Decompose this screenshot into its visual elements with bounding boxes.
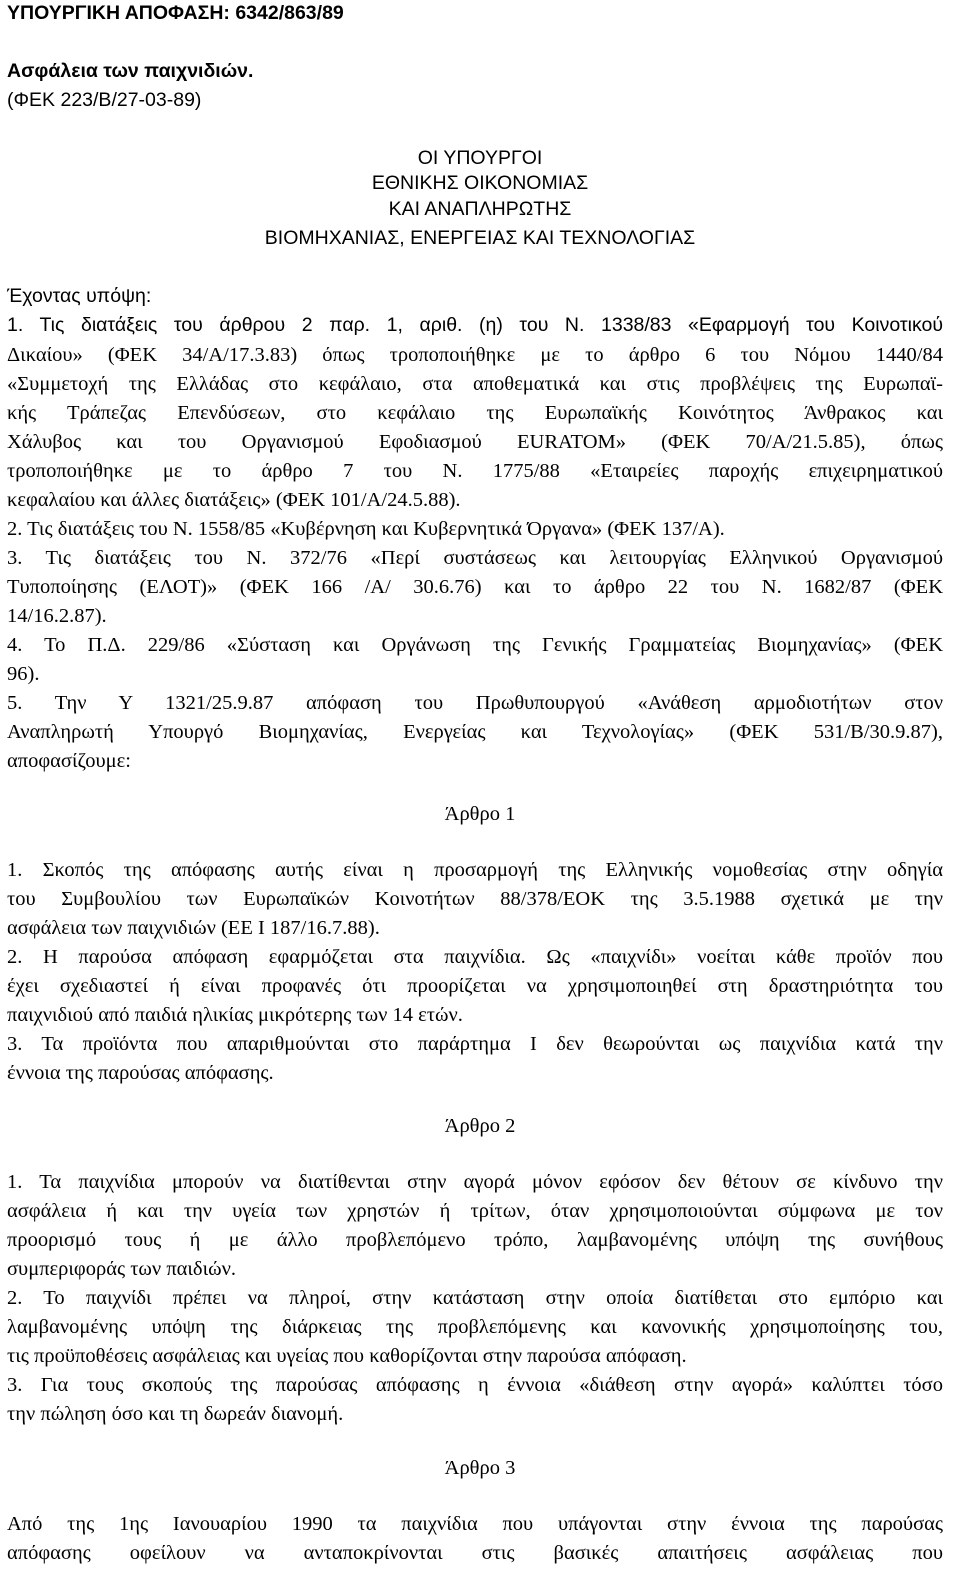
article-2-title: Άρθρο 2 (444, 1115, 516, 1137)
article-2-line: 2. Το παιχνίδι πρέπει να πληροί, στην κατάσταση στην οποία διατίθεται στο εμπόριο και (7, 1288, 943, 1309)
preamble-line: Δικαίου» (ΦΕΚ 34/Α/17.3.83) όπως τροποποιήθηκε με το άρθρο 6 του Νόμου 1440/84 (7, 345, 943, 366)
article-3-title: Άρθρο 3 (444, 1457, 516, 1479)
article-2-line: προορισμό τους ή με άλλο προβλεπόμενο τρόπο, λαμβανομένης υπόψη της συνήθους (7, 1230, 943, 1251)
article-1-line: παιχνιδιού από παιδιά ηλικίας μικρότερης των 14 ετών. (7, 1004, 463, 1026)
preamble-line: 4. Το Π.Δ. 229/86 «Σύσταση και Οργάνωση της Γενικής Γραμματείας Βιομηχανίας» (ΦΕΚ (7, 635, 943, 656)
preamble-line: Χάλυβος και του Οργανισμού Εφοδιασμού EURATOM» (ΦΕΚ 70/Α/21.5.85), όπως (7, 432, 943, 453)
preamble-line: τροποποιήθηκε με το άρθρο 7 του Ν. 1775/88 «Εταιρείες παροχής επιχειρηματικού (7, 461, 943, 482)
decision-number: ΥΠΟΥΡΓΙΚΗ ΑΠΟΦΑΣΗ: 6342/863/89 (7, 2, 344, 24)
article-1-line: 1. Σκοπός της απόφασης αυτής είναι η προσαρμογή της Ελληνικής νομοθεσίας στην οδηγία (7, 860, 943, 881)
article-2-line: ασφάλεια ή και την υγεία των χρηστών ή τρίτων, όταν χρησιμοποιούνται σύμφωνα με τον (7, 1201, 943, 1222)
article-1-line: ασφάλεια των παιχνιδιών (ΕΕ Ι 187/16.7.88). (7, 917, 380, 939)
article-1-line: του Συμβουλίου των Ευρωπαϊκών Κοινοτήτων 88/378/ΕΟΚ της 3.5.1988 σχετικά με την (7, 889, 943, 910)
article-1-line: 2. Η παρούσα απόφαση εφαρμόζεται στα παιχνίδια. Ως «παιχνίδι» νοείται κάθε προϊόν που (7, 947, 943, 968)
article-2-line: 1. Τα παιχνίδια μπορούν να διατίθενται στην αγορά μόνον εφόσον δεν θέτουν σε κίνδυνο την (7, 1172, 943, 1193)
preamble-line: 96). (7, 663, 40, 685)
preamble-line: Αναπληρωτή Υπουργό Βιομηχανίας, Ενεργείας και Τεχνολογίας» (ΦΕΚ 531/Β/30.9.87), (7, 722, 943, 743)
preamble-intro: Έχοντας υπόψη: (7, 285, 152, 307)
article-2-line: 3. Για τους σκοπούς της παρούσας απόφασης η έννοια «διάθεση στην αγορά» καλύπτει τόσο (7, 1375, 943, 1396)
preamble-line: 3. Τις διατάξεις του Ν. 372/76 «Περί συστάσεως και λειτουργίας Ελληνικού Οργανισμού (7, 548, 943, 569)
preamble-line: Τυποποίησης (ΕΛΟΤ)» (ΦΕΚ 166 /Α/ 30.6.76) και το άρθρο 22 του Ν. 1682/87 (ΦΕΚ (7, 577, 943, 598)
article-1-title: Άρθρο 1 (444, 803, 516, 825)
preamble-line: κής Τράπεζας Επενδύσεων, στο κεφάλαιο της Ευρωπαϊκής Κοινότητος Άνθρακος και (7, 403, 943, 424)
article-2-line: τις προϋποθέσεις ασφάλειας και υγείας που καθορίζονται στην παρούσα απόφαση. (7, 1345, 687, 1367)
preamble-line: αποφασίζουμε: (7, 750, 131, 772)
article-1-line: 3. Τα προϊόντα που απαριθμούνται στο παράρτημα Ι δεν θεωρούνται ως παιχνίδια κατά την (7, 1034, 943, 1055)
ministers-line: ΕΘΝΙΚΗΣ ΟΙΚΟΝΟΜΙΑΣ (371, 172, 589, 194)
ministers-line: ΟΙ ΥΠΟΥΡΓΟΙ (417, 147, 543, 169)
preamble-line: 14/16.2.87). (7, 605, 107, 627)
ministers-line: ΒΙΟΜΗΧΑΝΙΑΣ, ΕΝΕΡΓΕΙΑΣ ΚΑΙ ΤΕΧΝΟΛΟΓΙΑΣ (264, 227, 696, 249)
preamble-line: 2. Τις διατάξεις του Ν. 1558/85 «Κυβέρνηση και Κυβερνητικά Όργανα» (ΦΕΚ 137/Α). (7, 518, 725, 540)
preamble-line: 1. Τις διατάξεις του άρθρου 2 παρ. 1, αριθ. (η) του Ν. 1338/83 «Εφαρμογή του Κοινοτικού (7, 316, 943, 336)
article-3-line: απόφασης οφείλουν να ανταποκρίνονται στις βασικές απαιτήσεις ασφάλειας που (7, 1543, 943, 1564)
gazette-reference: (ΦΕΚ 223/Β/27-03-89) (7, 89, 202, 111)
preamble-line: «Συμμετοχή της Ελλάδας στο κεφάλαιο, στα αποθεματικά και στις προβλέψεις της Ευρωπαϊ- (7, 374, 943, 395)
article-2-line: συμπεριφοράς των παιδιών. (7, 1258, 236, 1280)
decision-subject: Ασφάλεια των παιχνιδιών. (7, 60, 254, 82)
preamble-line: 5. Την Υ 1321/25.9.87 απόφαση του Πρωθυπουργού «Ανάθεση αρμοδιοτήτων στον (7, 693, 943, 714)
article-3-line: Από της 1ης Ιανουαρίου 1990 τα παιχνίδια που υπάγονται στην έννοια της παρούσας (7, 1514, 943, 1535)
article-1-line: έχει σχεδιαστεί ή είναι προφανές ότι προορίζεται να χρησιμοποιηθεί στη δραστηριότητα του (7, 976, 943, 997)
article-2-line: την πώληση όσο και τη δωρεάν διανομή. (7, 1403, 344, 1425)
article-2-line: λαμβανομένης υπόψη της διάρκειας της προβλεπόμενης και κανονικής χρησιμοποίησης του, (7, 1317, 943, 1338)
preamble-line: κεφαλαίου και άλλες διατάξεις» (ΦΕΚ 101/Α/24.5.88). (7, 489, 461, 511)
article-1-line: έννοια της παρούσας απόφασης. (7, 1062, 274, 1084)
ministers-line: ΚΑΙ ΑΝΑΠΛΗΡΩΤΗΣ (388, 198, 572, 220)
